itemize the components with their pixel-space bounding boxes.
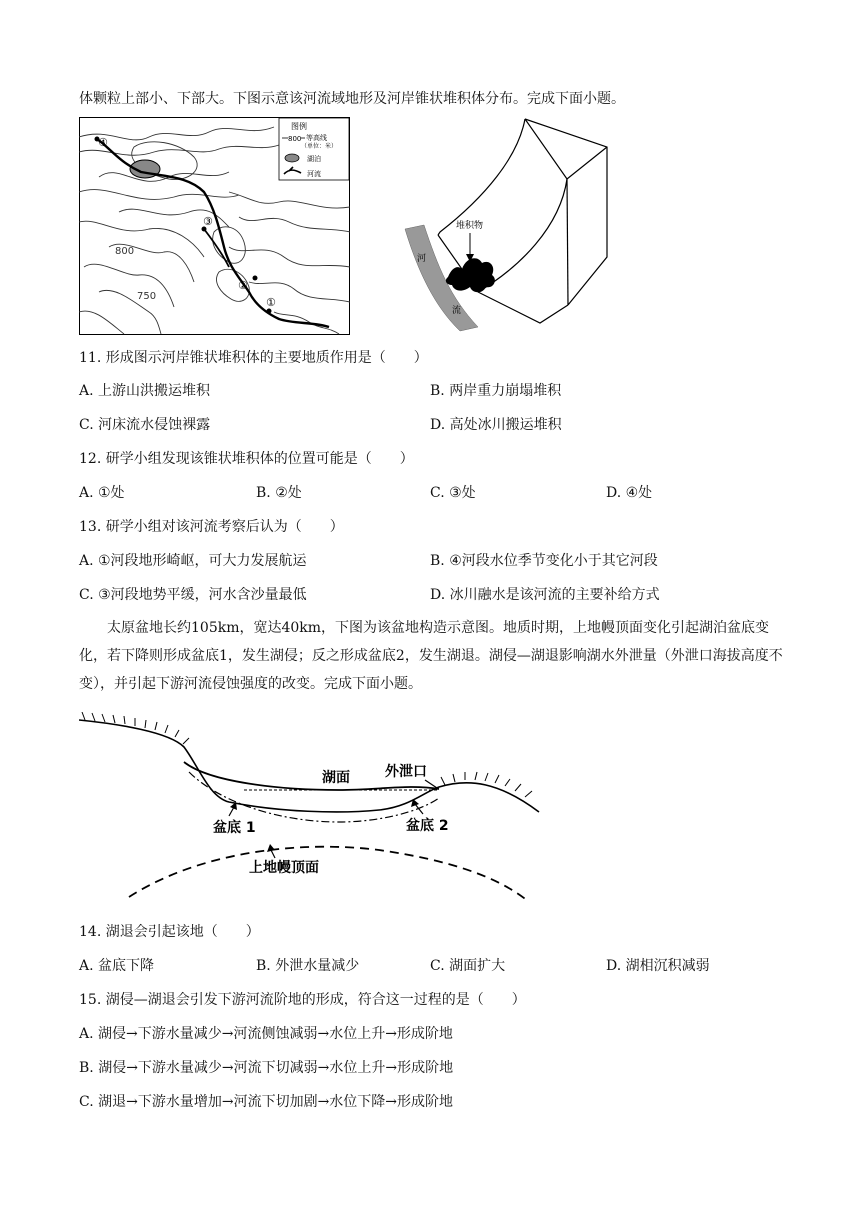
legend-river: 河流	[307, 170, 321, 178]
q11-option-b[interactable]: B. 两岸重力崩塌堆积	[430, 383, 562, 399]
q13-option-c[interactable]: C. ③河段地势平缓，河水含沙量最低	[79, 587, 307, 603]
legend-contour-label: 等高线	[306, 134, 327, 142]
intro-text-1: 体颗粒上部小、下部大。下图示意该河流域地形及河岸锥状堆积体分布。完成下面小题。	[79, 91, 625, 107]
topographic-map	[79, 117, 350, 335]
legend-contour-unit: （单位：米）	[301, 143, 338, 150]
q14-option-c[interactable]: C. 湖面扩大	[430, 958, 506, 974]
q14-stem: 14. 湖退会引起该地（ ）	[79, 924, 260, 940]
legend-title: 图例	[291, 122, 307, 131]
map-legend	[279, 118, 349, 180]
q14-option-d[interactable]: D. 湖相沉积减弱	[606, 958, 710, 974]
q13-option-d[interactable]: D. 冰川融水是该河流的主要补给方式	[430, 587, 660, 603]
lake-surface-label: 湖面	[322, 770, 350, 786]
q14-option-b[interactable]: B. 外泄水量减少	[256, 958, 360, 974]
site-label-4: ④	[98, 136, 108, 149]
river-label-2: 流	[452, 306, 462, 316]
q11-option-c[interactable]: C. 河床流水侵蚀裸露	[79, 417, 211, 433]
basin-structure-diagram	[79, 712, 549, 902]
contour-label-750: 750	[137, 291, 157, 302]
q15-stem: 15. 湖侵—湖退会引发下游河流阶地的形成，符合这一过程的是（ ）	[79, 992, 526, 1008]
q12-stem: 12. 研学小组发现该锥状堆积体的位置可能是（ ）	[79, 451, 414, 467]
q14-option-a[interactable]: A. 盆底下降	[79, 958, 155, 974]
q15-option-a[interactable]: A. 湖侵→下游水量减少→河流侧蚀减弱→水位上升→形成阶地	[79, 1026, 453, 1042]
q11-option-a[interactable]: A. 上游山洪搬运堆积	[79, 383, 211, 399]
q12-option-d[interactable]: D. ④处	[606, 485, 653, 501]
q13-option-a[interactable]: A. ①河段地形崎岖，可大力发展航运	[79, 553, 307, 569]
legend-lake: 湖泊	[307, 155, 321, 163]
q12-option-b[interactable]: B. ②处	[256, 485, 302, 501]
q11-option-d[interactable]: D. 高处冰川搬运堆积	[430, 417, 562, 433]
mantle-surface-label: 上地幔顶面	[249, 860, 319, 876]
intro-text-2: 太原盆地长约105km，宽达40km，下图为该盆地构造示意图。地质时期，上地幔顶面变化引起湖泊盆底变化，若下降则形成盆底1，发生湖侵；反之形成盆底2，发生湖退。湖侵—湖退影响湖水外泄量（外泄口海拔高度不变），并引起下游河流侵蚀强度的改变。完成下面小题。	[79, 620, 783, 692]
q13-stem: 13. 研学小组对该河流考察后认为（ ）	[79, 519, 344, 535]
basin-bottom-2-label: 盆底 2	[406, 818, 449, 834]
deposit-shape	[446, 258, 495, 292]
q15-option-c[interactable]: C. 湖退→下游水量增加→河流下切加剧→水位下降→形成阶地	[79, 1094, 454, 1110]
q15-option-b[interactable]: B. 湖侵→下游水量减少→河流下切减弱→水位上升→形成阶地	[79, 1060, 454, 1076]
river-label-1: 河	[417, 254, 427, 264]
contour-label-800: 800	[115, 246, 135, 257]
legend-contour-value: 800	[288, 135, 302, 143]
site-label-1: ①	[266, 296, 276, 309]
q12-option-c[interactable]: C. ③处	[430, 485, 476, 501]
q13-option-b[interactable]: B. ④河段水位季节变化小于其它河段	[430, 553, 658, 569]
basin-bottom-1-label: 盆底 1	[213, 820, 256, 836]
q11-stem: 11. 形成图示河岸锥状堆积体的主要地质作用是（ ）	[79, 350, 428, 366]
outlet-label: 外泄口	[385, 764, 427, 780]
q12-option-a[interactable]: A. ①处	[79, 485, 125, 501]
site-label-3: ③	[203, 215, 213, 228]
fan-deposit-diagram	[400, 117, 620, 335]
deposit-label: 堆积物	[456, 221, 484, 231]
site-label-2: ②	[238, 279, 248, 292]
